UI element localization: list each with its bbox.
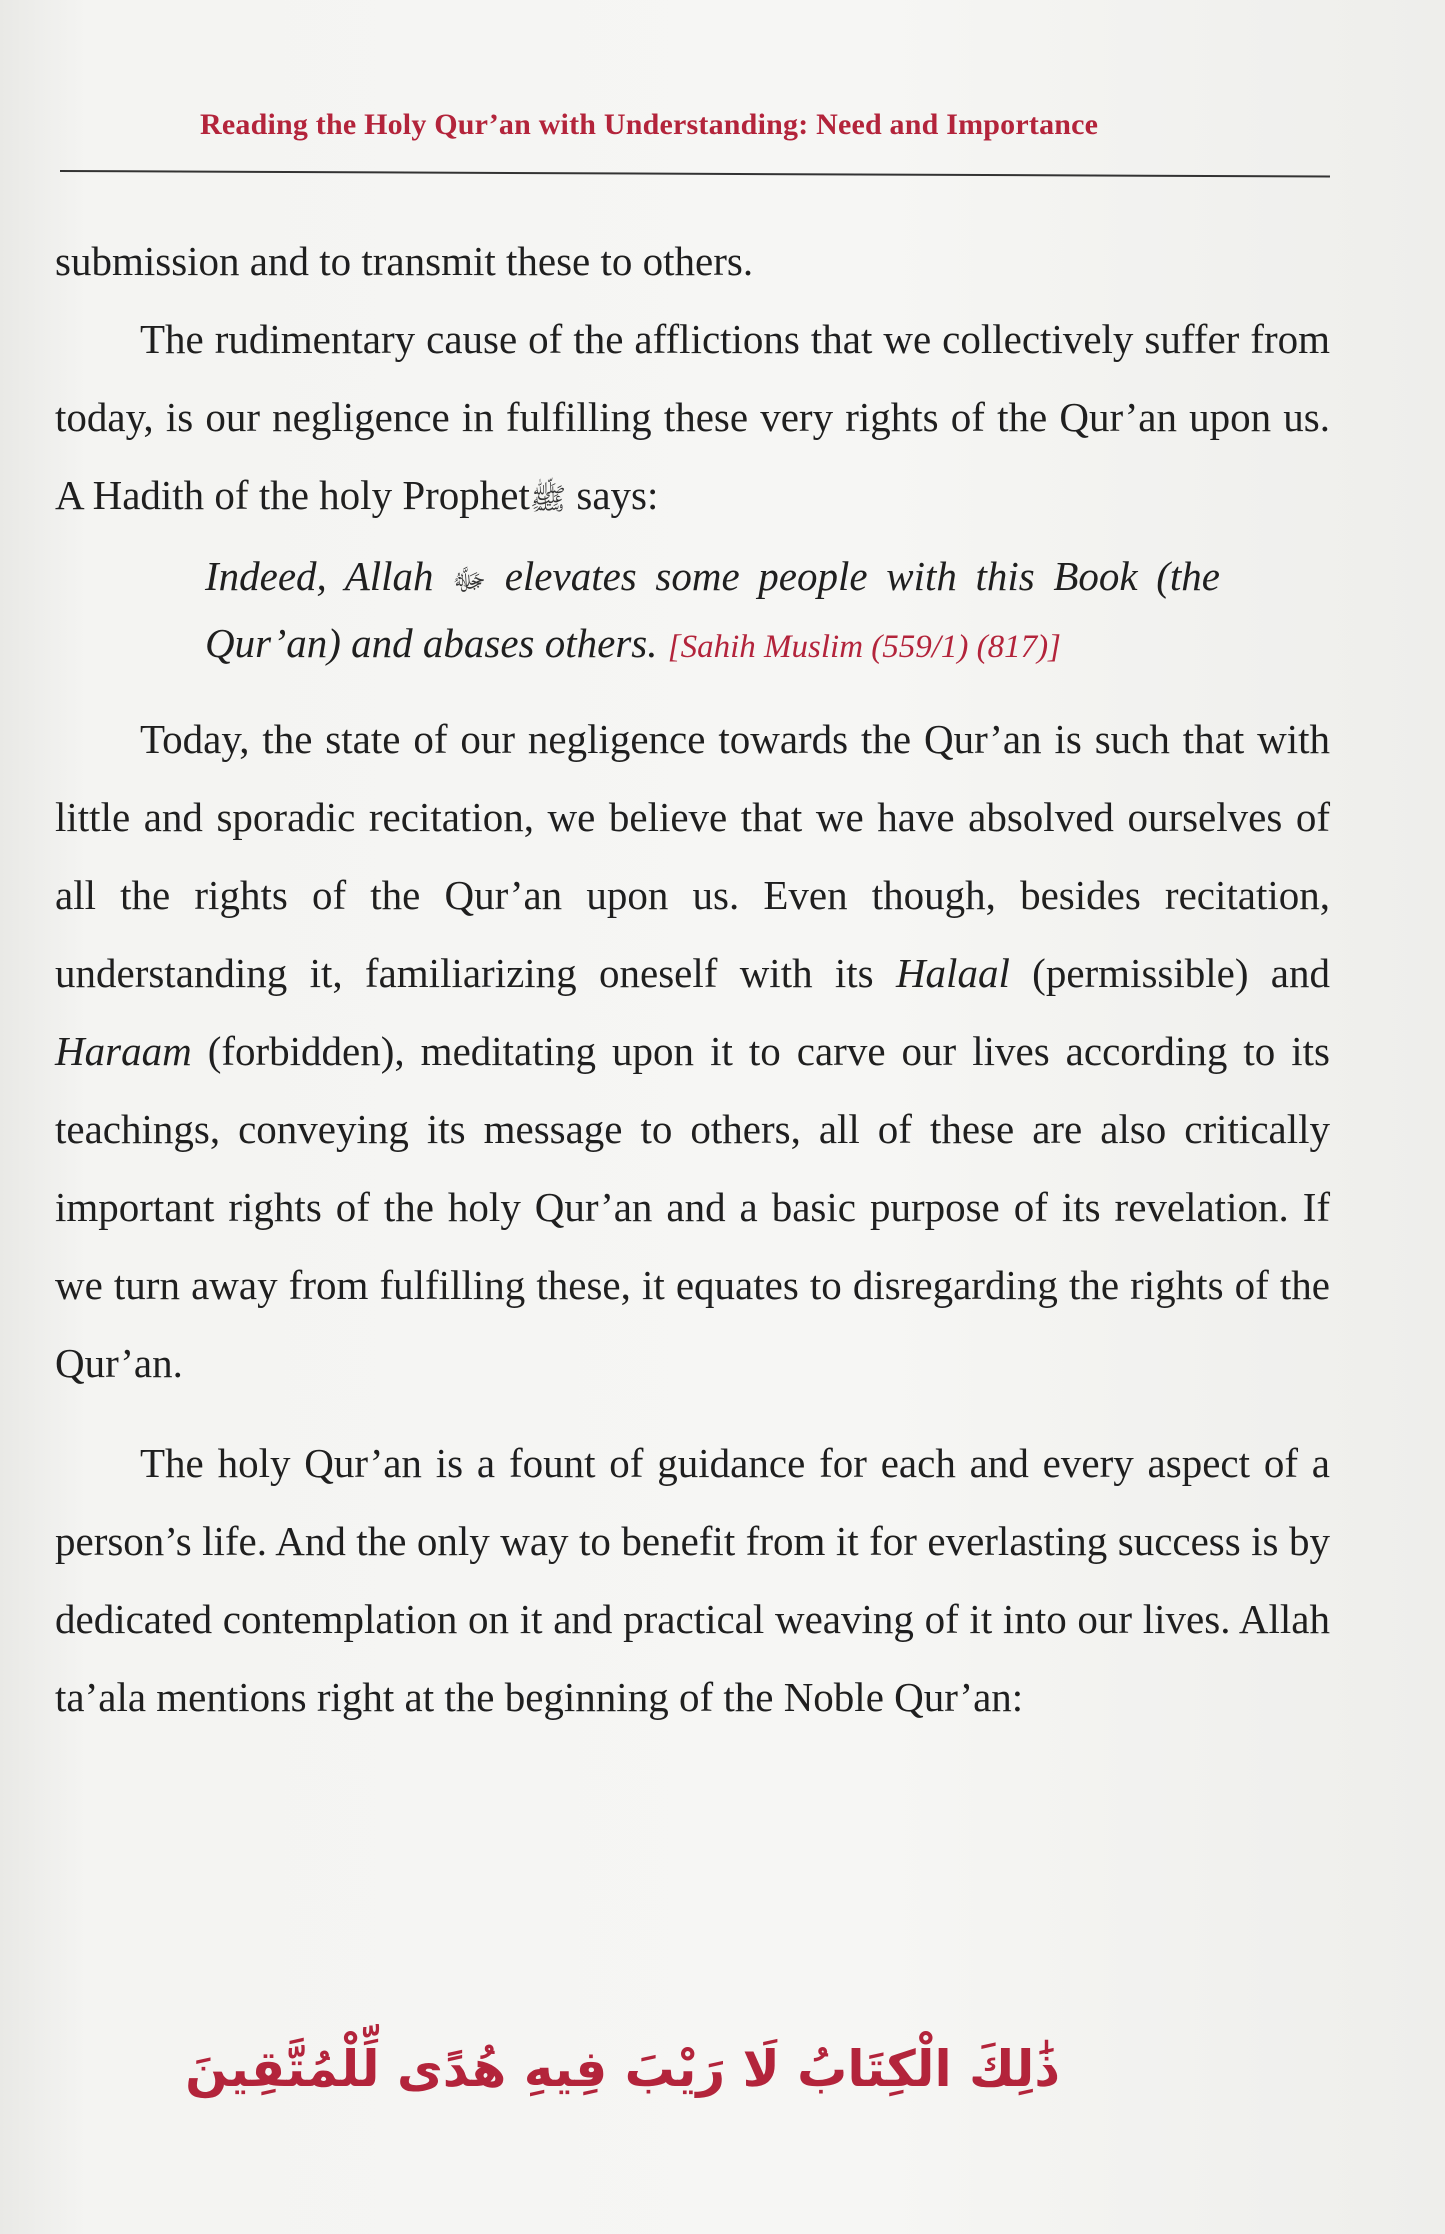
paragraph-2-end: says: <box>566 472 659 518</box>
term-haraam: Haraam <box>55 1028 192 1074</box>
paragraph-2-text: The rudimentary cause of the afflictions that we collectively suffer from today, is our negligence in fulfilling these very rights of the Qur’an upon us. A Hadith of the holy Prophet <box>55 316 1330 518</box>
quote-text-b: elevates some people with this Book (the Qur’an) and abases others. <box>205 553 1220 666</box>
running-head: Reading the Holy Qur’an with Understanding: Need and Importance <box>200 108 1099 141</box>
arabic-verse: ذَٰلِكَ الْكِتَابُ لَا رَيْبَ فِيهِ هُدًى لِّلْمُتَّقِينَ <box>185 2040 1060 2098</box>
term-halaal: Halaal <box>895 950 1010 996</box>
header-rule <box>60 170 1330 178</box>
paragraph-3 <box>55 700 1330 1402</box>
paragraph-3-text-b: (permissible) and <box>1009 950 1331 996</box>
quote-text-a: Indeed, Allah <box>205 553 434 599</box>
prophet-honorific: ﷺ <box>529 483 567 516</box>
quote-citation: [Sahih Muslim (559/1) (817)] <box>667 629 1061 665</box>
paragraph-4: The holy Qur’an is a fount of guidance for each and every aspect of a person’s life. And the only way to benefit from it for everlasting success is by dedicated contemplation on it and practical weaving of it into our lives. Allah ta’ala mentions right at the beginning of the Noble Qur’an: <box>55 1440 1330 1720</box>
paragraph-3-text-c: (forbidden), meditating upon it to carve our lives according to its teachings, conveying its message to others, all of these are also critically important rights of the holy Qur’an and a basic purpose of its revelation. If we turn away from fulfilling these, it equates to disregarding the rights of the Qur’an. <box>55 1028 1330 1386</box>
paragraph-3-text-a: Today, the state of our negligence towards the Qur’an is such that with little and sporadic recitation, we believe that we have absolved ourselves of all the rights of the Qur’an upon us. Even though, besides recitation, understanding it, familiarizing oneself with its <box>55 716 1330 996</box>
body-text <box>55 222 1330 1736</box>
paragraph-1: submission and to transmit these to others. <box>55 238 754 284</box>
allah-honorific: ﷻ <box>452 564 487 597</box>
hadith-quote <box>205 545 1220 678</box>
paragraph-2 <box>55 300 1330 539</box>
